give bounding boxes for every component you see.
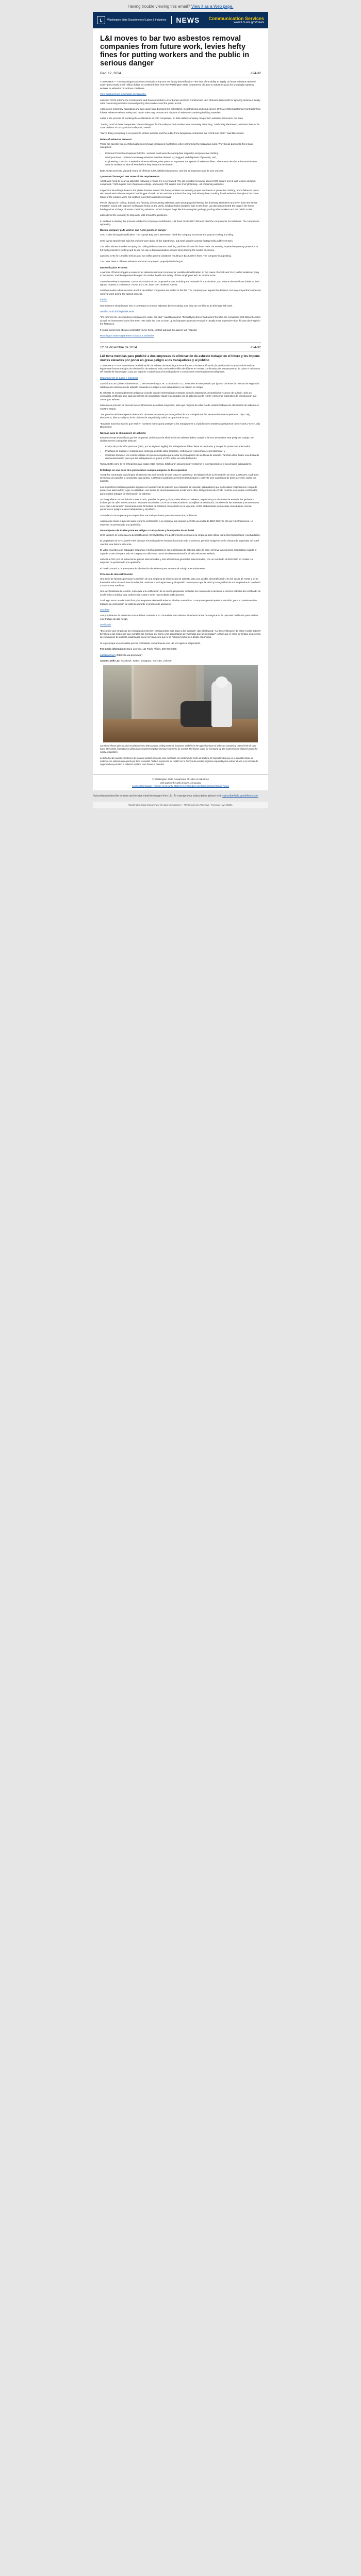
- footer-copyright: © Washington State Department of Labor & Industries: [152, 778, 209, 781]
- media-contact: [100, 648, 261, 651]
- para-en-15: CHC is also facing decertification. The Crystal Bay Inn in Bremerton hired the company to remove the popcorn ceiling and tiling.: [100, 233, 234, 236]
- dateline: [100, 72, 261, 77]
- govdelivery-bar: Washington State Department of Labor & Industries · 7273 Linderson Way SW · Tumwater WA 98501: [93, 802, 268, 808]
- para-en-7: "We're doing everything in our power to protect workers and the public from dangerous contractors like ACKE and CHC," said Blackwood.: [100, 132, 244, 135]
- para-es-20: Una vez finalizada la revisión, L&I envía una notificación de la acción propuesta, incluidos los motivos de la decisión, e informa al titular del certificado de su derecho a solicitar una conferencia. ACKE y CHC han recibido notificaciones.: [100, 590, 261, 596]
- para-en-14: In addition to starting the process to take the company's certification, L&I fined ACKE $267,300 and cited the company for 18 violations. The company is appealing.: [100, 219, 259, 226]
- footer-policy-links[interactable]: Access Homepage | Privacy & Security Statement | Intended Use/Editorial Use/Online Policy: [132, 785, 229, 788]
- list-item: • Work practices - material containing asbestos must be cleaned up, bagged, and disposed of properly; and,: [105, 156, 261, 159]
- para-en-2: [100, 93, 261, 96]
- para-es-11: Se fotografiaron trozos del techo texturizado, paneles de yeso y pisos, todos ellos con asbesto, esparcidos por el camino de entrada, los jardines e incluso por la calle. Se encontraron aislantes mezclados con el techo texturizado en las rejillas de ventilación, los rieles de las ventanas y amontonados en el piso. L&I también documentó unas 40 bolsas de residuos con asbesto en la vivienda. ACKE tiraba bolsas como estas como basura normal, poniendo en peligro a otros trabajadores y al público.: [100, 498, 259, 511]
- para-en-16: CHC owner, Dariel Herl, said his workers were doing all the right things, but hotel security camera footage tells a different story.: [100, 239, 233, 242]
- media-label: For media information:: [100, 648, 126, 651]
- para-en-22-link: [100, 298, 261, 301]
- certified-link[interactable]: certified to do this high-risk work: [100, 310, 134, 313]
- newsroom-link[interactable]: L&I Newsroom: [100, 653, 116, 656]
- spanish-info-link[interactable]: View adult persons information (in Spanish).: [100, 93, 146, 96]
- list-item: • Prácticas de trabajo: el material que contenga asbesto debe limpiarse, embolsarse y desecharse correctamente; y: [105, 450, 261, 453]
- top-note-text: Having trouble viewing this email?: [127, 4, 190, 9]
- divider: [100, 342, 261, 343]
- para-en-13: L&I ordered the company to stop work until it fixed the problems.: [100, 214, 168, 217]
- para-en-22: L&I then makes a final decision and the decertified companies are added to this list. The company can appeal the decision, but may not perform asbestos removal work during the appeal process.: [100, 289, 261, 295]
- para-en-23: Homeowners should never hire a contractor to remove asbestos before making sure they are certified to do this high-risk work.: [100, 304, 233, 307]
- release-date: Dec. 12, 2024: [100, 72, 121, 75]
- lni-link-es[interactable]: Departamento de Labor e Industrias: [100, 376, 138, 379]
- certified-link-es[interactable]: certificado: [100, 623, 111, 626]
- rules-list-es: [105, 445, 261, 460]
- newsroom-url: (https://lni.wa.gov/news/): [116, 653, 142, 656]
- cs-url: www.Lni.wa.gov/news: [234, 21, 264, 24]
- headline: L&I moves to bar two asbestos removal companies from future work, levies hefty fines for putting workers and the public in serious danger: [100, 35, 250, 67]
- para-es-21: L&I luego toma una decisión final y las empresas descertificadas se añaden a esta lista. La empresa puede apelar la decisión, pero no puede realizar trabajos de eliminación de asbesto durante el proceso de apelación.: [100, 599, 257, 605]
- subhead-lynnwood: Lynnwood home job met none of the requirements: [100, 175, 160, 178]
- newsroom-contact: [100, 654, 261, 657]
- dateline-es: [100, 346, 261, 351]
- header-banner: [93, 12, 268, 28]
- para-es-3: El asbesto es extremadamente peligroso y puede causar enfermedades mortales como la asbestosis, mesotelioma y cáncer de pulmón. Solo un contratista certificado que siga las normas de seguridad y salud relacionadas con el asbesto puede retirar y desechar materiales de construcción que contengan asbesto.: [100, 391, 257, 401]
- para-en-1: TUMWATER — Two Washington asbestos removal contractors are facing decertification—the loss of the ability to legally do future asbestos removal work—plus nearly a half million dollars in combined fines from the Washington State Department of Labor & Industries (L&I) for knowingly exposing workers to asbestos hazardous conditions.: [100, 80, 256, 90]
- subscription-note: [93, 794, 268, 798]
- communication-services: [208, 16, 264, 24]
- para-es-7: Existen normas específicas que las empresas certificadas de eliminación de asbesto deben cumplir a la hora de realizar este peligroso trabajo. Se dividen en tres categorías básicas:: [100, 436, 254, 442]
- subscription-text: Subscribe/unsubscribe to news and receive email messages from L&I. To manage your subscription, please visit:: [93, 794, 222, 798]
- lni-link[interactable]: Washington State Department of Labor & Industries: [100, 334, 155, 337]
- para-es-14: CHC también se enfrenta a la descertificación. El Crystal Bay Inn de Bremerton contrató a la empresa para retirar los techos texturizados y las baldosas.: [100, 533, 260, 536]
- para-en-19: The outer hired a different asbestos removal company to properly finish the job.: [100, 260, 184, 263]
- decert-list-link-es[interactable]: esta lista: [100, 608, 110, 611]
- para-en-17: The video shows a worker scraping the ceiling while asbestos-containing particles fall over his face. He is not wearing required respiratory protection or full body protective clothing and he did not use a decontamination shower when leaving the sealed enclosure.: [100, 245, 258, 251]
- rules-list: [105, 152, 261, 167]
- connect-label: Connect with L&I:: [100, 659, 121, 663]
- top-note: [0, 0, 361, 12]
- list-item: • Engineering controls - A sealed enclosure with negative pressure to prevent the spread of asbestos fibers. There must also be a decontamination area for workers to take off PPE before they leave the enclosure.: [105, 160, 261, 166]
- release-number-es: #24-32: [250, 345, 261, 349]
- para-en-21: Once the review is complete, L&I sends a notice of the proposed action, including the rationale for the decision, and informs the certificate holder of their right to request a conference. ACKE and CHC have both received notices.: [100, 280, 259, 286]
- para-es-22-link: [100, 623, 261, 626]
- footer-links: [93, 785, 268, 788]
- subhead-es-burien: Una empresa de Burien pone en peligro a trabajadores y huéspedes de un hotel: [100, 529, 194, 532]
- email-body: [93, 12, 268, 790]
- para-es-2: L&I citó a ACKE (Alex's Abatement LLC de Kennewick) y CHC Construction LLC de Burien el mes pasado por ignorar docenas de normas de seguridad relativas a la eliminación de asbesto poniendo en peligro a sus trabajadores y al público en riesgo.: [100, 382, 259, 388]
- para-es-1-link: [100, 377, 261, 380]
- para-en-8: There are specific rules certified asbestos removal companies must follow when performing the hazardous work. They break down into three basic categories:: [100, 142, 254, 149]
- para-en-11: Inspectors found large holes in the plastic barriers around the home; workers not wearing proper respirators or protective clothing; and a failure to use a decontamination shower required in this type of work. ACKE workers admitted that they had already been tracking found asbestos throughout the home. Many of the workers were not certified to perform asbestos removal.: [100, 189, 259, 198]
- footer-visit: Visit L&I on the web at www.Lni.wa.gov: [160, 781, 201, 784]
- para-en-9: Both ACKE and CHC violated nearly all of those rules, falsified documents, and lied to inspectors and its own workers.: [100, 169, 224, 172]
- decert-list-link[interactable]: this list: [100, 298, 108, 301]
- para-en-4: Asbestos is extremely hazardous and can cause fatal diseases like asbestosis, mesothelioma and lung cancer. Only a certified abatement contractor that follows asbestos-related safety and health rules may remove and dispose of asbestos-containing building materials.: [100, 108, 260, 114]
- para-en-24: "It's common for unscrupulous companies to under bid jobs," said Blackwood. "Decertifying these 'bad actors' benefits the companies that follow the rules as well as homeowners who hire them." He adds the cost to clean up an improper asbestos removal is usually more expensive than if it was done right in the first place.: [100, 316, 261, 326]
- para-es-6: "Estamos haciendo todo lo que está en nuestras manos para proteger a los trabajadores y al público de contratistas peligrosos como ACKE y CHC", dijo Blackwood.: [100, 422, 260, 429]
- para-en-20: A number of factors trigger a review of an asbestos removal company for possible decertification. In the cases of ACKE and CHC, willful violations, lying to inspectors, and the repeated disregard for worker health and safety of their employees led L&I to take action.: [100, 270, 259, 277]
- para-es-22: Los propietarios de viviendas nunca deben contratar a un contratista para eliminar el asbesto antes de asegurarse de que esté certificado para realizar este trabajo de alto riesgo.: [100, 614, 258, 620]
- asbestos-photo: [103, 665, 258, 742]
- para-es-1: TUMWATER — Dos contratistas de eliminación de asbesto de Washington se enfrentan a la descertificación (la pérdida de la capacidad de realizar legalmente futuros trabajos de eliminación de asbesto) más casi medio millón de dólares en multas combinadas del Departamento de Labor e Industrias del estado de Washington (L&I) por exponer a sabiendas a los trabajadores a condiciones extremadamente peligrosas.: [100, 364, 260, 374]
- connect-text: Facebook, Twitter, Instagram, YouTube, LinkedIn: [121, 659, 172, 663]
- lni-logo-icon: L: [97, 16, 105, 24]
- subhead-burien: Burien company puts worker and hotel guests in danger: [100, 229, 167, 232]
- para-en-5: L&I is in the process of revoking the certifications of both companies, so that neither company can perform asbestos removal in our state.: [100, 117, 244, 120]
- para-es-23: "Es común que empresas sin escrúpulos presenten presupuestos más bajos a los trabajos", dijo Blackwood. "La descertificación de estos 'malos actores' beneficia a las empresas que cumplen las normas, así como a los propietarios de viviendas que las contratan". Añade que el costo de limpiar un proceso de eliminación de asbesto inadecuado suele ser más caro que si se hubiera hecho bien desde el principio.: [100, 629, 261, 639]
- para-en-6: "Seeing proof of these companies' blatant disregard for the safety of their workers was extremely disturbing," said Craig Blackwood, assistant director for L&I's Division of Occupational Safety and Health.: [100, 123, 260, 129]
- para-en-12: Pieces of popcorn ceiling, drywall, and flooring, all containing asbestos, were photographed littering the driveway. Residents and even down the street. Insulation mixed with popcorn ceiling was found on the vents, window tracks and piled high on the floor. L&I also documented the bags in the home holding about 40 bags of waste containing asbestos. ACKE dumped bags like this as regular garbage, putting other workers and the public at risk.: [100, 201, 258, 211]
- para-en-18: L&I cited CHC for 14 willful serious and two willful general violations resulting in $213,000 in fines. The company is appealing.: [100, 255, 232, 257]
- agency-logo: [97, 16, 166, 24]
- list-item: • Equipo de protección personal (PPE, por su sigla en inglés): los trabajadores deben llevar el respirador y la ropa de protección adecuados.: [105, 445, 261, 448]
- cs-title: Communication Services: [208, 16, 264, 21]
- para-en-3: L&I cited ACKE (Alex's Ace Construction and Environmental) LLC of Burien and CHC Construction LLC of Burien last month for ignoring dozens of safety rules concerning asbestos removal putting their workers and the public at risk.: [100, 98, 260, 105]
- content: [93, 28, 268, 774]
- subscription-link[interactable]: subscriberhelp.govdelivery.com: [222, 794, 258, 798]
- photo-caption: L&I photo shows piles of pink insulation mixed with popcorn ceiling material, inspector said this is the typical amount of asbestos containing material left all over town. The whole inspection is without any required negative pressure barrier to air extract. The blown cover for sweeping up the material is not allowed under the safety regulations.: [100, 744, 258, 754]
- para-es-9: ACKE fue contratada para limpiar el asbesto tras un incendio de una casa en Lynnwood. El trabajo incluía la eliminación de unos 2,000 pies cuadrados de textura de paredes y compuesto para juntas, 7,500 pies cuadrados de techos texturizados y casi 700 pies cuadrados de pisos de vinilo, todos con asbesto.: [100, 473, 259, 483]
- para-en-23-link: [100, 310, 261, 313]
- para-es-12: L&I ordenó a la empresa que suspendiera sus trabajos hasta que solucionara los problemas.: [100, 514, 198, 517]
- logo-text: Washington State Department of Labor & Industries: [107, 19, 167, 22]
- social-contact: [100, 659, 261, 663]
- subhead-es-lynnwood: El trabajo en una casa de Lynnwood no cumplía ninguno de los requisitos: [100, 469, 188, 472]
- subhead-es-decert: Proceso de descertificación: [100, 573, 133, 577]
- para-en-25: If you're concerned about a contractor you've hired, contact L&I and the agency will respond.: [100, 328, 198, 331]
- para-es-13: Además de iniciar el proceso para retirar la certificación a la empresa, L&I impuso a ACKE una multa de $267,300 y le citó por 18 infracciones. La empresa ha presentado una apelación.: [100, 520, 253, 526]
- list-item: • Controles técnicos: Un recinto sellado con presión negativa para evitar la propagación de las fibras de asbesto. También debe haber una ducha de descontaminación para que los trabajadores se quiten el PPE antes de salir del recinto.: [105, 454, 261, 460]
- news-wordmark: NEWS: [171, 16, 200, 24]
- media-text: Dana Lonning, L&I Public Affairs, 360-972-8669.: [126, 648, 177, 651]
- para-en-1-link: [100, 334, 261, 337]
- subhead-decert: Decertification Process: [100, 266, 128, 269]
- para-es-21-link: [100, 608, 261, 612]
- headline-es: L&I toma medidas para prohibir a dos empresas de eliminación de asbesto trabajar en el futuro y les impone multas elevadas por poner en grave peligro a los trabajadores y al público: [100, 354, 260, 362]
- para-es-15: El propietario de CHC, Dariel Herl, dijo que sus trabajadores estaban haciendo todo lo correcto, pero las imágenes de la cámara de seguridad del hotel cuentan una historia diferente.: [100, 539, 259, 546]
- para-es-24: Si le preocupa un contratista que ha contratado, comuníquese con L&I y la agencia responderá.: [100, 641, 201, 645]
- para-es-16: El video muestra a un trabajador raspando el techo mientras le caen partículas de asbesto sobre la cara. No lleva la protección respiratoria exigida ni ropa de protección para todo el cuerpo y no utilizó una ducha de descontaminación al salir del recinto sellado.: [100, 549, 257, 555]
- para-es-19: Una serie de factores provocan la revisión de una empresa de eliminación de asbesto para una posible descertificación. En los casos de ACKE y CHC, fueron las infracciones intencionadas, las mentiras a los inspectores y el repetido menosprecio por la salud y la seguridad de sus empleados lo que llevó a L&I a tomar medidas.: [100, 578, 260, 587]
- subhead-rules: Rules of asbestos removal: [100, 138, 132, 141]
- para-es-18: El hotel contrató a otra empresa de eliminación de asbesto para terminar el trabajo adecuadamente.: [100, 567, 206, 570]
- para-en-10: ACKE was hired to clear up asbestos following a house fire in Lynnwood. The job included removing about 2,000 square feet of wall texture and joint compound, 7,500 square feet of popcorn ceilings, and nearly 700 square feet of vinyl flooring—all containing asbestos.: [100, 179, 256, 186]
- para-es-5: "Ver pruebas del menosprecio descarado de estas empresas por la seguridad de sus trabajadores fue extremadamente inquietante", dijo Craig Blackwood, director adjunto de la División de Seguridad y Salud Ocupacional de L&I.: [100, 413, 250, 419]
- para-es-8: Tanto ACKE como CHC infringieron casi todas estas normas, falsificaron documentos y mintieron a los inspectores y a sus propios trabajadores.: [100, 463, 252, 466]
- para-es-4: L&I está en proceso de revocar las certificaciones de ambas empresas, para que ninguna de ellas pueda realizar trabajos de eliminación de asbesto en nuestro estado.: [100, 404, 259, 410]
- release-date-es: 12 de diciembre de 2024: [100, 345, 137, 349]
- para-es-17: L&I citó a CHC por 14 infracciones graves intencionadas y dos infracciones generales intencionadas, con un resultado de $213,000 en multas. La empresa ha presentado una apelación.: [100, 557, 253, 564]
- release-number: #24-32: [250, 72, 261, 75]
- list-item: • Personal Protective Equipment (PPE) - workers must wear the appropriate respirator and protective clothing.: [105, 152, 261, 155]
- para-es-10: Los inspectores hallaron grandes agujeros en las barreras de plástico que rodeaban la vivienda; trabajadores que no llevaban respiradores ni ropa de protección adecuados; y que no utilizaban una ducha de descontaminación al salir de la obra. Del personal de ACKE, muchos no estaban certificados para realizar trabajos de eliminación de asbesto.: [100, 485, 257, 495]
- footer: [93, 774, 268, 790]
- photo-caption-es: La foto de L&I muestra montones de material aislante de color rosa mezclado con material del techo de textura. El inspector dijo que es la cantidad típica de material con asbesto que queda por toda la ciudad. Toda la inspección se realizó sin la barrera de presión negativa requerida para extraer el aire. Las normas de seguridad no permiten la cubierta soplada para barrer el material.: [100, 757, 258, 766]
- subhead-es-rules: Normas para la eliminación de asbesto: [100, 432, 146, 435]
- view-web-link[interactable]: View it as a Web page.: [191, 4, 234, 9]
